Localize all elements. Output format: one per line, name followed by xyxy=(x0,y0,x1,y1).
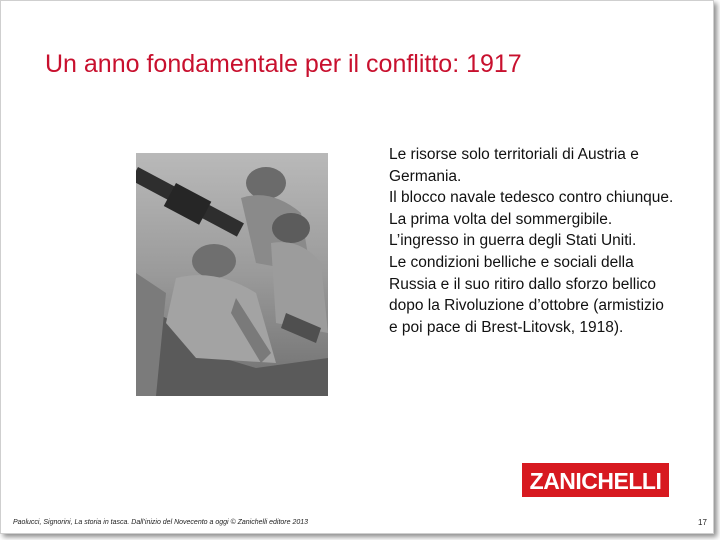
footer-credit: Paolucci, Signorini, La storia in tasca. Dall’inizio del Novecento a oggi © Zanichelli editore 2013 xyxy=(13,519,309,526)
zanichelli-logo: ZANICHELLI xyxy=(522,463,669,497)
slide-title: Un anno fondamentale per il conflitto: 1917 xyxy=(45,50,522,78)
bullet-text: L’ingresso in guerra degli Stati Uniti. xyxy=(389,232,637,250)
bullet-text: Le risorse solo territoriali di Austria e Germania. xyxy=(389,146,639,185)
page-number: 17 xyxy=(698,518,707,527)
soldiers-machine-gun-photo xyxy=(136,153,328,396)
bullet-text: La prima volta del sommergibile. xyxy=(389,210,613,228)
bullet-text: Il blocco navale tedesco contro chiunque. xyxy=(389,189,674,207)
bullet-text: Le condizioni belliche e sociali della Russia e il suo ritiro dallo sforzo bellico dopo la Rivoluzione d’ottobre (armistizio e poi pace di Brest-Litovsk, 1918). xyxy=(389,253,664,336)
slide-body-text xyxy=(389,144,674,338)
